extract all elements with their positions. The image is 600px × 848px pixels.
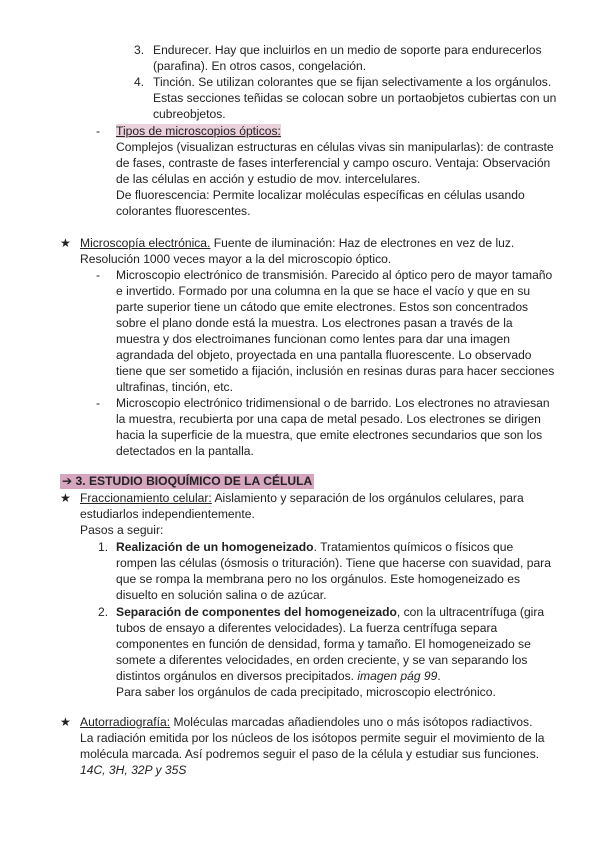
isotopes-list: 14C, 3H, 32P y 35S <box>80 763 187 777</box>
step-3-line-2: (parafina). En otros casos, congelación. <box>153 59 367 73</box>
star-icon: ★ <box>60 236 71 250</box>
fraction-step-2-line-3: componentes en función de densidad, forma y tamaño. El homogeneizado se <box>116 637 531 651</box>
fraction-step-1-line-3: que se rompa la membrana pero no los orgánulos. Este homogeneizado es <box>116 572 521 586</box>
tem-line-1: Microscopio electrónico de transmisión. Parecido al óptico pero de mayor tamaño <box>116 268 553 282</box>
fraction-step-2-line-2: tubos de ensayo a diferentes velocidades). La fuerza centrífuga separa <box>116 621 498 635</box>
optical-types-title: Tipos de microscopios ópticos: <box>116 124 281 138</box>
sem-dash: - <box>96 396 101 410</box>
steps-label: Pasos a seguir: <box>80 523 164 537</box>
step-4-line-3: cubreobjetos. <box>153 107 226 121</box>
fraction-step-2-line-4: somete a diferentes velocidades, en orden creciente, y se van separando los <box>116 653 528 667</box>
fraction-step-1-line-2: rompen las células (ósmosis o trituración). Tiene que hacerse con suavidad, para <box>116 556 551 570</box>
electron-resolution: Resolución 1000 veces mayor a la del microscopio óptico. <box>80 252 392 266</box>
autoradio-intro: Moléculas marcadas añadiendoles uno o más isótopos radiactivos. <box>170 715 533 729</box>
tem-line-3: parte superior tiene un cátodo que emite electrones. Estos son concentrados <box>116 300 529 314</box>
autoradio-line-3: molécula marcada. Así podremos seguir el paso de la célula y estudiar sus funciones. <box>80 747 540 761</box>
fraction-intro: Aislamiento y separación de los orgánulos celulares, para <box>211 491 524 505</box>
fraction-step-2-line-5-end: . <box>437 669 441 683</box>
fraction-step-1-number: 1. <box>98 540 109 554</box>
sem-line-4: detectados en la pantalla. <box>116 444 254 458</box>
star-icon: ★ <box>60 715 71 729</box>
fraction-step-1-line-4: disuelto en solución salina o de azúcar. <box>116 588 327 602</box>
fraction-step-2-bold: Separación de componentes del homogeneizado <box>116 605 397 619</box>
step-4-line-2: Estas secciones teñidas se colocan sobre un portaobjetos cubiertas con un <box>153 91 557 105</box>
sem-line-1: Microscopio electrónico tridimensional o de barrido. Los electrones no atraviesan <box>116 396 550 410</box>
tem-line-2: e invertido. Formado por una columna en la que se hace el vacío y que en su <box>116 284 531 298</box>
section-3-title: 3. ESTUDIO BIOQUÍMICO DE LA CÉLULA <box>75 474 313 488</box>
step-4-number: 4. <box>134 75 145 89</box>
optical-types-line-5: colorantes fluorescentes. <box>116 204 251 218</box>
optical-types-line-2: de fases, contraste de fases interferencial y campo oscuro. Ventaja: Observación <box>116 156 551 170</box>
optical-types-line-1: Complejos (visualizan estructuras en células vivas sin manipularlas): de contraste <box>116 140 554 154</box>
tem-line-8: ultrafinas, tinción, etc. <box>116 380 233 394</box>
tem-line-7: tiene que ser sometido a fijación, inclusión en resinas duras para hacer secciones <box>116 364 555 378</box>
autoradio-title: Autorradiografía: <box>80 715 171 729</box>
fraction-title: Fraccionamiento celular: <box>80 491 212 505</box>
step-3-number: 3. <box>134 43 145 57</box>
tem-line-4: sobre el plano donde está la muestra. Los electrones pasan a través de la <box>116 316 513 330</box>
optical-types-line-3: de las células en acción y estudio de mov. intercelulares. <box>116 172 421 186</box>
fraction-step-2-extra: Para saber los orgánulos de cada precipitado, microscopio electrónico. <box>116 685 496 699</box>
tem-dash: - <box>96 268 101 282</box>
fraction-step-1-bold: Realización de un homogeneizado <box>116 540 314 554</box>
optical-types-dash: - <box>96 124 101 138</box>
fraction-step-1-rest: . Tratamientos químicos o físicos que <box>313 540 514 554</box>
optical-types-line-4: De fluorescencia: Permite localizar moléculas específicas en células usando <box>116 188 525 202</box>
star-icon: ★ <box>60 491 71 505</box>
sem-line-2: la muestra, recubierta por una capa de metal pesado. Los electrones se dirigen <box>116 412 541 426</box>
fraction-step-2-rest: , con la ultracentrífuga (gira <box>396 605 545 619</box>
arrow-icon: ➔ <box>62 474 73 488</box>
section-3-heading <box>60 473 314 489</box>
tem-line-6: agrandada del objeto, proyectada en una pantalla fluorescente. Lo observado <box>116 348 532 362</box>
electron-title: Microscopía electrónica. <box>80 236 211 250</box>
step-3-line-1: Endurecer. Hay que incluirlos en un medio de soporte para endurecerlos <box>153 43 542 57</box>
fraction-step-2-number: 2. <box>98 605 109 619</box>
fraction-step-2-line-5: distintos orgánulos en diversos precipitados. <box>116 669 358 683</box>
tem-line-5: muestra y dos electroimanes funcionan como lentes para dar una imagen <box>116 332 510 346</box>
electron-intro: Fuente de iluminación: Haz de electrones en vez de luz. <box>210 236 515 250</box>
fraction-line-2: estudiarlos independientemente. <box>80 507 255 521</box>
sem-line-3: hacia la superficie de la muestra, que emite electrones secundarios que son los <box>116 428 543 442</box>
autoradio-line-2: La radiación emitida por los núcleos de los isótopos permite seguir el movimiento de la <box>80 731 545 745</box>
image-reference: imagen pág 99 <box>357 669 438 683</box>
step-4-line-1: Tinción. Se utilizan colorantes que se fijan selectivamente a los orgánulos. <box>153 75 552 89</box>
